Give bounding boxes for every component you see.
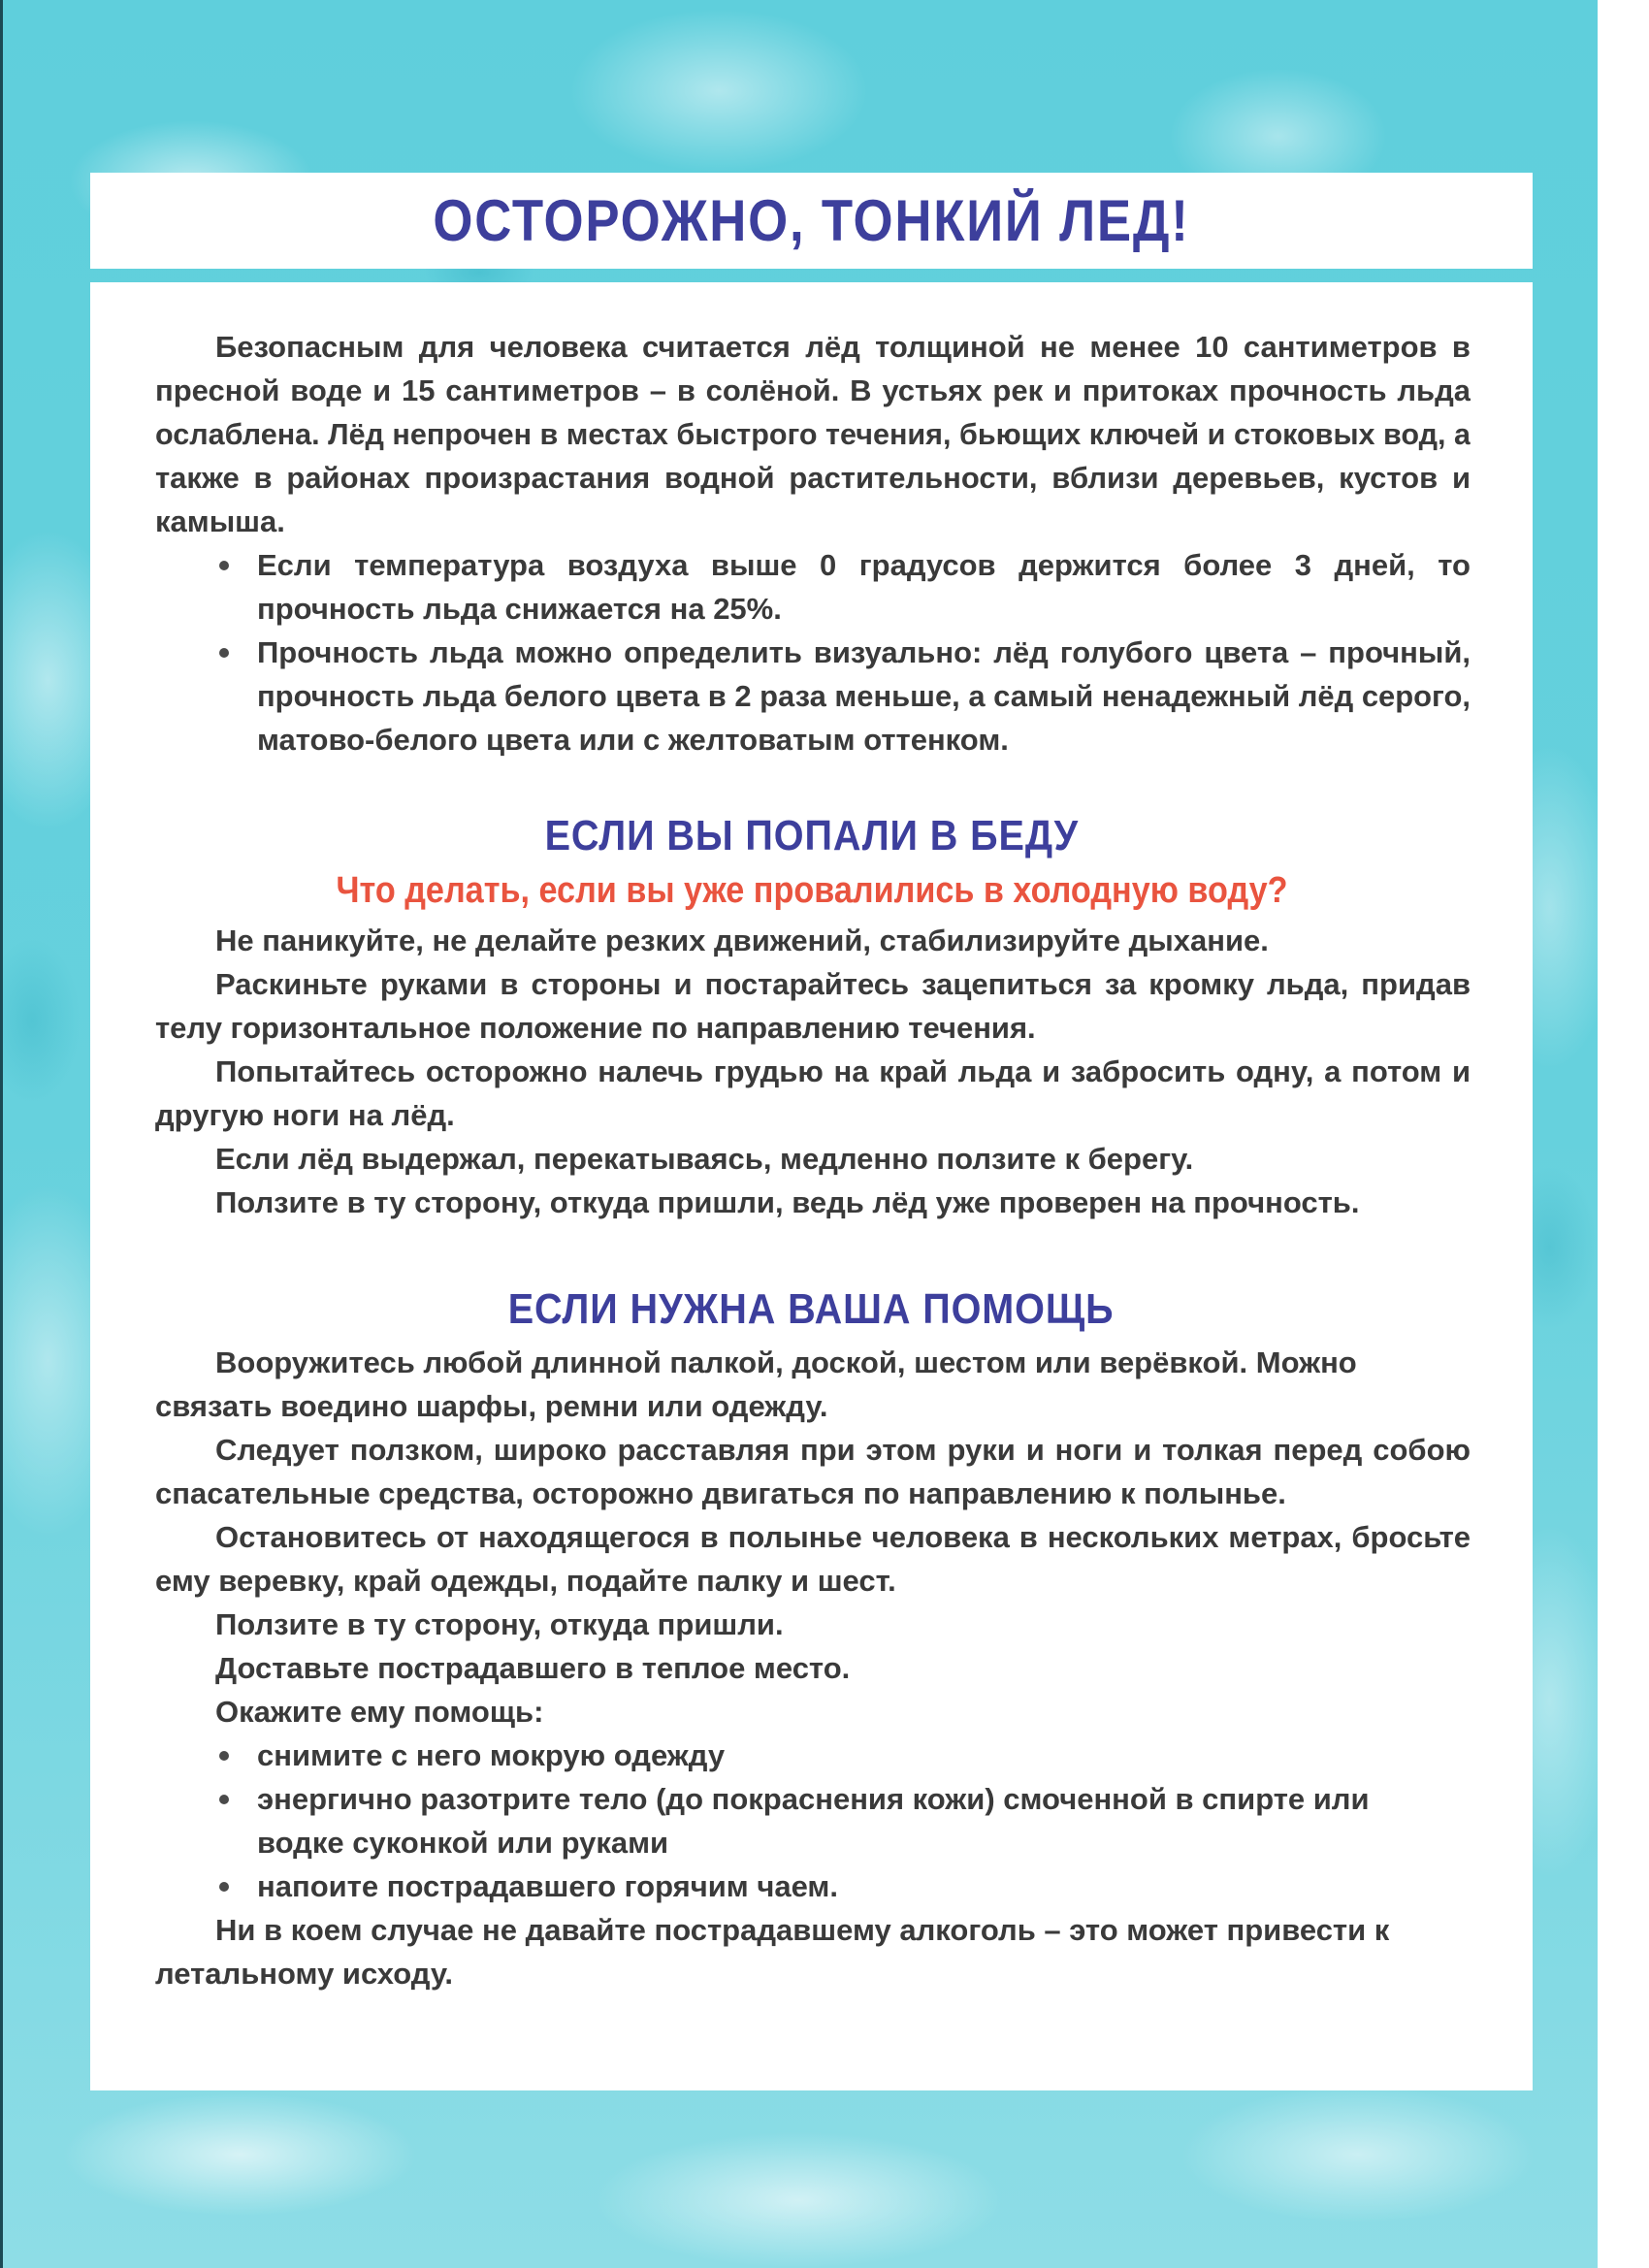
bullet-icon (219, 1751, 229, 1761)
help-line: Вооружитесь любой длинной палкой, доской, шестом или верёвкой. Можно (215, 1345, 1357, 1379)
section-heading-help: ЕСЛИ НУЖНА ВАША ПОМОЩЬ (508, 1285, 1115, 1333)
help-bullet-line: энергично разотрите тело (до покраснения кожи) смоченной в спирте или (257, 1782, 1370, 1816)
bullet-icon (219, 1882, 229, 1892)
help-bullet-line: снимите с него мокрую одежду (257, 1738, 726, 1772)
content-panel (90, 282, 1533, 2090)
section-subheading-cold-water: Что делать, если вы уже провалились в холодную воду? (335, 870, 1287, 911)
trouble-line: другую ноги на лёд. (155, 1098, 455, 1132)
help-line: ему веревку, край одежды, подайте палку и шест. (155, 1564, 896, 1598)
bullet-line: прочность льда белого цвета в 2 раза меньше, а самый ненадежный лёд серого, (257, 679, 1471, 713)
title-band (90, 173, 1533, 269)
scan-edge-line (0, 0, 3, 2268)
help-line: спасательные средства, осторожно двигаться по направлению к полынье. (155, 1476, 1286, 1510)
bullet-line: матово-белого цвета или с желтоватым оттенком. (257, 723, 1009, 757)
intro-line: пресной воде и 15 сантиметров – в солёной. В устьях рек и притоках прочность льда (155, 373, 1471, 407)
bullet-icon (219, 561, 229, 570)
closing-line: Ни в коем случае не давайте пострадавшему алкоголь – это может привести к (215, 1913, 1390, 1947)
help-line: Окажите ему помощь: (215, 1695, 544, 1729)
bullet-line: Прочность льда можно определить визуально: лёд голубого цвета – прочный, (257, 635, 1471, 669)
help-bullet-line: водке суконкой или руками (257, 1826, 669, 1860)
trouble-line: Раскиньте руками в стороны и постарайтесь зацепиться за кромку льда, придав (215, 967, 1471, 1001)
help-line: связать воедино шарфы, ремни или одежду. (155, 1389, 828, 1423)
trouble-line: телу горизонтальное положение по направлению течения. (155, 1011, 1036, 1045)
trouble-line: Ползите в ту сторону, откуда пришли, ведь лёд уже проверен на прочность. (215, 1185, 1360, 1219)
help-line: Остановитесь от находящегося в полынье человека в нескольких метрах, бросьте (215, 1520, 1471, 1554)
bullet-icon (219, 1795, 229, 1804)
intro-line: камыша. (155, 504, 285, 538)
trouble-line: Если лёд выдержал, перекатываясь, медленно ползите к берегу. (215, 1142, 1194, 1176)
bullet-line: Если температура воздуха выше 0 градусов держится более 3 дней, то (257, 548, 1471, 582)
trouble-line: Не паникуйте, не делайте резких движений, стабилизируйте дыхание. (215, 923, 1269, 957)
help-line: Ползите в ту сторону, откуда пришли. (215, 1607, 784, 1641)
bullet-icon (219, 648, 229, 658)
help-line: Следует ползком, широко расставляя при этом руки и ноги и толкая перед собою (215, 1433, 1471, 1467)
closing-line: летальному исходу. (155, 1957, 453, 1991)
page-title: ОСТОРОЖНО, ТОНКИЙ ЛЕД! (433, 188, 1190, 253)
trouble-line: Попытайтесь осторожно налечь грудью на край льда и забросить одну, а потом и (215, 1054, 1471, 1088)
intro-line: также в районах произрастания водной растительности, вблизи деревьев, кустов и (155, 461, 1471, 495)
section-heading-trouble: ЕСЛИ ВЫ ПОПАЛИ В БЕДУ (544, 812, 1079, 859)
bullet-line: прочность льда снижается на 25%. (257, 592, 782, 626)
help-line: Доставьте пострадавшего в теплое место. (215, 1651, 851, 1685)
help-bullet-line: напоите пострадавшего горячим чаем. (257, 1869, 838, 1903)
intro-line: ослаблена. Лёд непрочен в местах быстрого течения, бьющих ключей и стоковых вод, а (155, 417, 1471, 451)
intro-line: Безопасным для человека считается лёд толщиной не менее 10 сантиметров в (215, 330, 1471, 364)
